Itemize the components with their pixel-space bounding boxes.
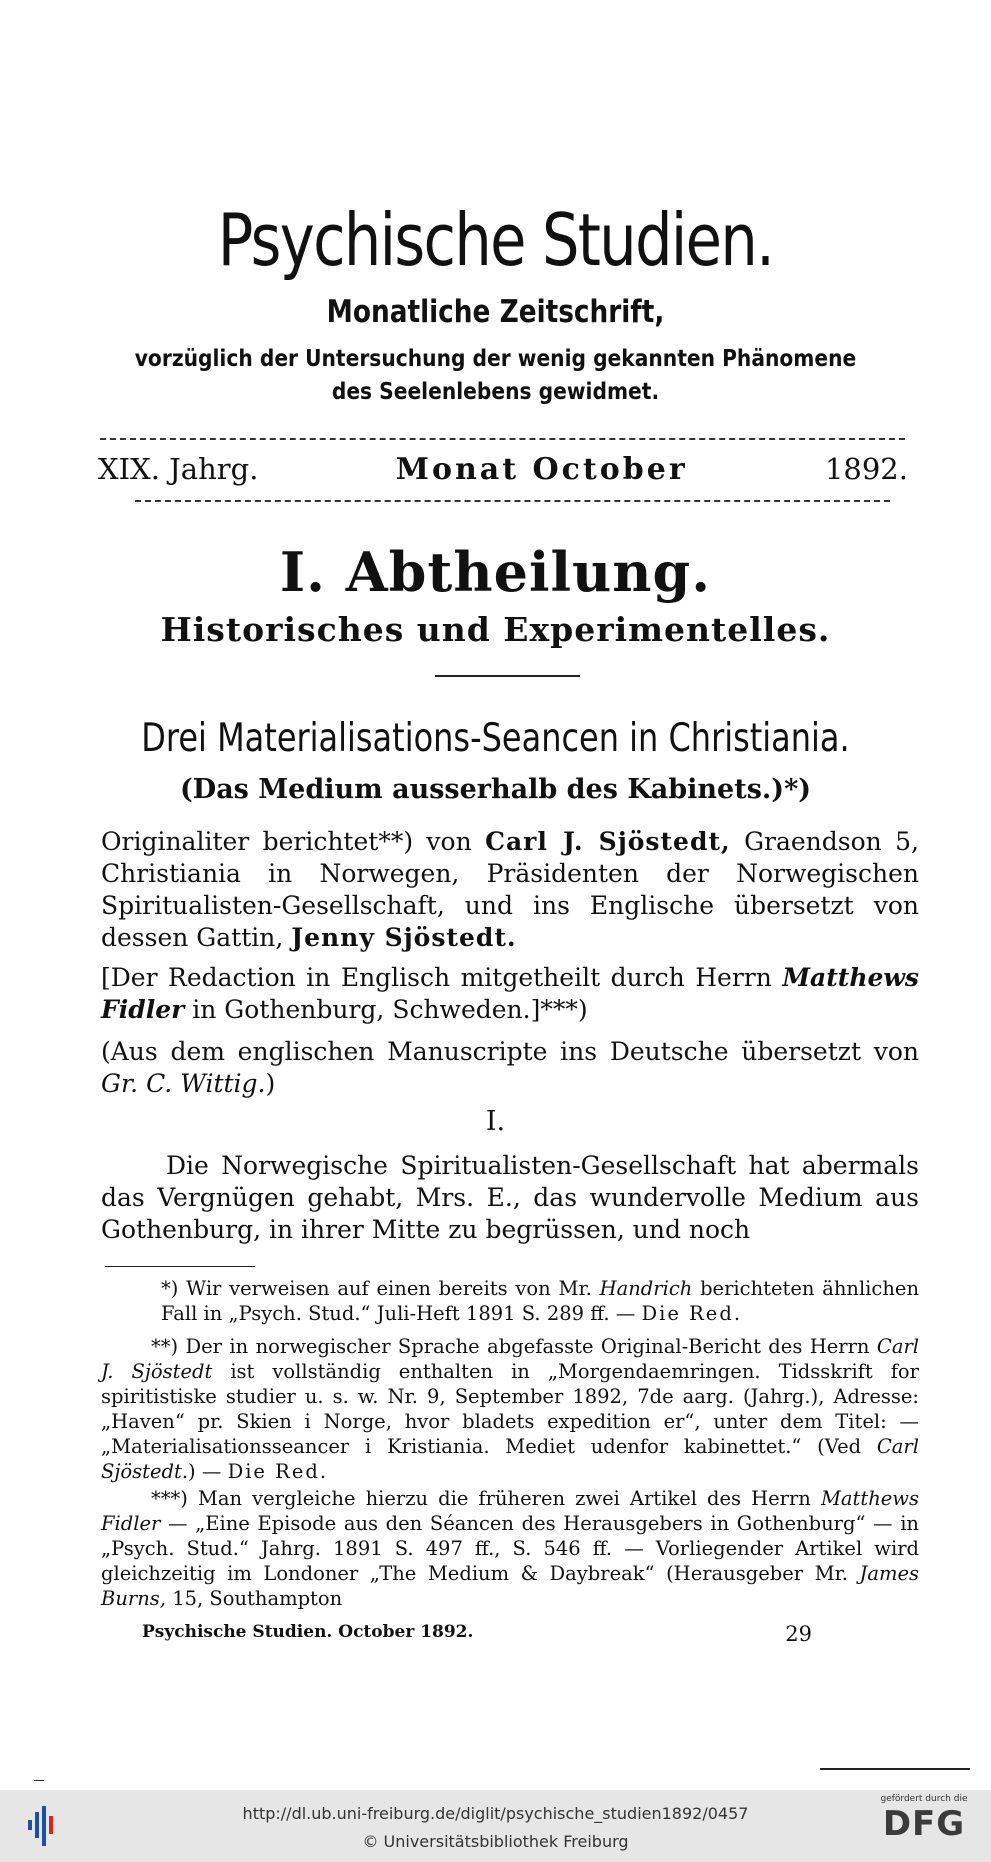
footnote-3 bbox=[101, 1486, 919, 1611]
footnote-3-c: 15, Southampton bbox=[172, 1587, 343, 1610]
description-line-2: des Seelenlebens gewidmet. bbox=[331, 379, 660, 405]
byline-intro: Originaliter berichtet**) von bbox=[101, 827, 472, 856]
paragraph-text: Die Norwegische Spiritualisten-Gesellschaft hat abermals das Vergnügen gehabt, Mrs. E., das wundervolle Medium aus Gothenburg, in ihrer Mitte zu begrüssen, und noch bbox=[101, 1151, 919, 1244]
article-title: Drei Materialisations-Seancen in Christiania. bbox=[141, 716, 850, 761]
footnote-1-red: Die Red. bbox=[641, 1302, 743, 1325]
issue-month: Monat October bbox=[395, 452, 688, 487]
redaction-name: Matthews Fidler bbox=[101, 963, 920, 1024]
translation-note-close: ) bbox=[265, 1069, 276, 1098]
translation-note-name: Gr. C. Wittig. bbox=[101, 1069, 266, 1098]
footer-journal: Psychische Studien. October 1892. bbox=[142, 1622, 474, 1642]
dateline bbox=[98, 452, 908, 487]
footnote-2-c: ) — bbox=[188, 1460, 222, 1483]
footnote-2-name2: Carl Sjöstedt. bbox=[101, 1435, 919, 1483]
bottom-scan-mark bbox=[34, 1780, 44, 1781]
footnote-3-name2: James Burns, bbox=[101, 1562, 919, 1610]
byline bbox=[101, 826, 919, 954]
description-line-1: vorzüglich der Untersuchung der wenig gekannten Phänomene bbox=[134, 346, 857, 372]
top-rule bbox=[100, 438, 905, 440]
footnote-3-b: — „Eine Episode aus den Séancen des Herausgebers in Gothenburg“ — in „Psych. Stud.“ Jahrg. 1891 S. 497 ff., S. 546 ff. — Vorliegender Artikel wird gleichzeitig im Londoner „The Medium & Daybreak“ (Herausgeber Mr. bbox=[101, 1512, 919, 1585]
article-subtitle: (Das Medium ausserhalb des Kabinets.)*) bbox=[180, 774, 811, 805]
issue-year: 1892. bbox=[824, 452, 908, 486]
redaction-rest: in Gothenburg, Schweden.]***) bbox=[192, 995, 588, 1024]
permalink-url[interactable]: http://dl.ub.uni-freiburg.de/diglit/psychische_studien1892/0457 bbox=[242, 1804, 749, 1823]
part-number: I. bbox=[485, 1106, 506, 1137]
footnote-1-a: *) Wir verweisen auf einen bereits von Mr. bbox=[161, 1277, 592, 1300]
footnote-2-b: ist vollständig enthalten in „Morgendaemringen. Tidsskrift for spiritistiske studier u. s. w. Nr. 9, September 1892, 7de aarg. (Jahrg.), Adresse: „Haven“ pr. Skien i Norge, hvor bladets expedition er“, unter dem Titel: — „Materialisationsseancer i Kristiania. Mediet udenfor kabinettet.“ (Ved bbox=[101, 1360, 919, 1458]
footnote-3-name: Matthews Fidler bbox=[101, 1487, 919, 1535]
funder-note: gefördert durch die bbox=[880, 1794, 968, 1804]
footnote-rule bbox=[105, 1266, 255, 1267]
footnote-1-b: berichteten ähnlichen Fall in „Psych. Stud.“ Juli-Heft 1891 S. 289 ff. — bbox=[161, 1277, 920, 1325]
bottom-scan-rule bbox=[820, 1768, 970, 1770]
footnote-2-a: **) Der in norwegischer Sprache abgefasste Original-Bericht des Herrn bbox=[151, 1335, 870, 1358]
translation-note-text: (Aus dem englischen Manuscripte ins Deutsche übersetzt von bbox=[101, 1037, 919, 1066]
journal-title: Psychische Studien. bbox=[217, 198, 774, 282]
footnote-3-a: ***) Man vergleiche hierzu die früheren zwei Artikel des Herrn bbox=[151, 1487, 811, 1510]
redaction-note bbox=[101, 962, 919, 1026]
funder-logo bbox=[869, 1794, 979, 1858]
byline-rest: Graendson 5, Christiania in Norwegen, Präsidenten der Norwegischen Spiritualisten-Gesellschaft, und ins Englische übersetzt von dessen Gattin, bbox=[101, 827, 919, 952]
library-bar bbox=[0, 1790, 991, 1862]
funder-name: DFG bbox=[882, 1804, 966, 1844]
page-number: 29 bbox=[785, 1622, 812, 1646]
footnote-2 bbox=[101, 1334, 919, 1484]
page-footer bbox=[142, 1622, 812, 1646]
author-name: Carl J. Sjöstedt, bbox=[485, 827, 731, 856]
section-subtitle: Historisches und Experimentelles. bbox=[160, 610, 831, 649]
footnote-2-name: Carl J. Sjöstedt bbox=[101, 1335, 920, 1383]
journal-description bbox=[59, 343, 931, 409]
redaction-intro: [Der Redaction in Englisch mitgetheilt durch Herrn bbox=[101, 963, 772, 992]
copyright-notice: © Universitätsbibliothek Freiburg bbox=[362, 1832, 629, 1851]
translation-note bbox=[101, 1036, 919, 1100]
article-paragraph bbox=[101, 1150, 919, 1246]
journal-subtitle: Monatliche Zeitschrift, bbox=[326, 294, 665, 330]
dateline-rule bbox=[135, 500, 890, 502]
footnote-1 bbox=[101, 1276, 919, 1326]
translator-name: Jenny Sjöstedt. bbox=[291, 923, 517, 952]
volume-year: XIX. Jahrg. bbox=[98, 452, 259, 486]
section-divider bbox=[435, 675, 580, 677]
footnote-1-name: Handrich bbox=[599, 1277, 693, 1300]
footnote-2-red: Die Red. bbox=[227, 1460, 329, 1483]
section-title: I. Abtheilung. bbox=[279, 540, 712, 604]
